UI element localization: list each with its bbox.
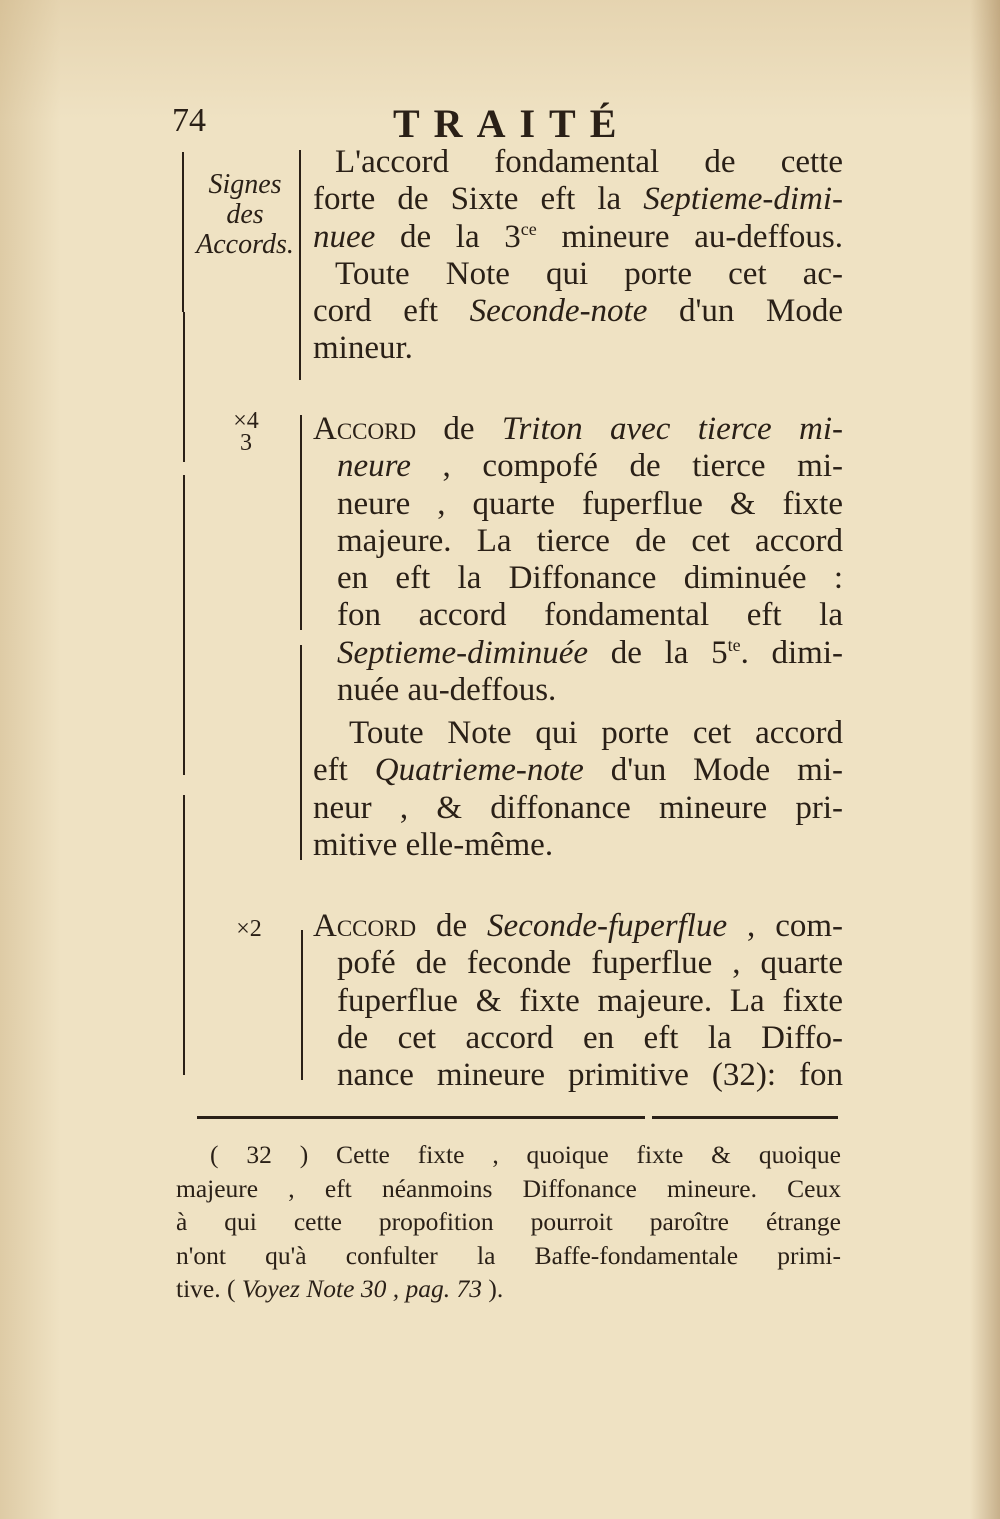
paragraph-1 xyxy=(313,144,843,368)
figured-bass-seconde: ×2 xyxy=(236,916,262,942)
margin-heading-line: Signes xyxy=(208,169,282,200)
text-line xyxy=(313,219,843,256)
italic-term: Triton avec tierce mi- xyxy=(501,411,843,447)
text-line: fuperflue & fixte majeure. La fixte xyxy=(337,982,843,1019)
text-run: de la 5 xyxy=(588,634,728,671)
column-rule xyxy=(300,415,302,630)
paragraph-seconde xyxy=(313,908,843,1094)
left-vertical-rule xyxy=(183,475,185,775)
small-caps-heading: Accord xyxy=(313,908,417,944)
text-line: Toute Note qui porte cet ac- xyxy=(335,255,843,292)
text-line xyxy=(313,181,843,218)
footnote-line: à qui cette propofition pourroit paroître étrange xyxy=(176,1207,841,1236)
small-caps-heading: Accord xyxy=(313,411,417,447)
footnote-rule xyxy=(197,1116,645,1119)
text-line: Toute Note qui porte cet accord xyxy=(349,715,843,751)
text-run: , com- xyxy=(727,908,843,944)
text-run: ). xyxy=(481,1274,504,1303)
text-run: eft xyxy=(313,752,375,789)
text-line xyxy=(313,635,843,672)
margin-heading-line: Accords. xyxy=(196,229,294,260)
italic-term: Septieme-diminuée xyxy=(337,634,589,671)
left-vertical-rule xyxy=(183,795,185,1075)
paragraph-quatrieme xyxy=(313,715,843,864)
margin-heading-line: des xyxy=(226,199,264,230)
text-line: fon accord fondamental eft la xyxy=(337,597,843,634)
italic-term: Seconde-note xyxy=(469,293,648,330)
footnote-rule xyxy=(652,1116,838,1119)
italic-term: nuee xyxy=(313,218,376,255)
text-line: L'accord fondamental de cette xyxy=(335,144,843,180)
text-line xyxy=(313,293,843,330)
text-line xyxy=(313,448,843,485)
superscript: te xyxy=(727,634,741,655)
text-line: pofé de feconde fuperflue , quarte xyxy=(337,945,843,982)
footnote-line: ( 32 ) Cette fixte , quoique fixte & quoique xyxy=(210,1140,841,1169)
text-line xyxy=(313,752,843,789)
text-run: tive. ( xyxy=(176,1274,242,1303)
running-title: TRAITÉ xyxy=(393,101,631,146)
italic-term: Septieme-dimi- xyxy=(643,181,843,218)
footnote-line xyxy=(176,1272,841,1306)
text-run: d'un Mode xyxy=(647,293,843,330)
text-line: nance mineure primitive (32): fon xyxy=(337,1057,843,1094)
text-line: mineur. xyxy=(313,330,413,367)
italic-term: Seconde-fuperflue xyxy=(487,908,728,944)
column-rule xyxy=(301,930,303,1080)
text-line xyxy=(313,411,843,448)
text-line: neure , quarte fuperflue & fixte xyxy=(337,485,843,522)
text-line: en eft la Diffonance diminuée : xyxy=(337,560,843,597)
text-line: mitive elle-même. xyxy=(313,826,554,863)
column-rule xyxy=(300,645,302,860)
footnote-line: majeure , eft néanmoins Diffonance mineure. Ceux xyxy=(176,1173,841,1203)
figured-bass-triton xyxy=(226,410,266,454)
text-run: d'un Mode mi- xyxy=(583,752,843,789)
margin-heading xyxy=(190,170,300,260)
footnote xyxy=(176,1138,841,1306)
paragraph-triton xyxy=(313,411,843,709)
left-vertical-rule xyxy=(182,152,184,312)
page-number: 74 xyxy=(172,102,206,139)
column-rule xyxy=(299,150,301,380)
text-line xyxy=(313,908,843,945)
text-run: . dimi- xyxy=(740,634,844,671)
text-run: cord eft xyxy=(313,293,470,330)
italic-term: neure xyxy=(337,448,411,485)
italic-reference: Voyez Note 30 , pag. 73 xyxy=(241,1274,482,1303)
text-line: nuée au-deffous. xyxy=(337,672,557,709)
text-run: de la 3 xyxy=(375,218,521,255)
text-line: de cet accord en eft la Diffo- xyxy=(337,1019,843,1056)
text-line: neur , & diffonance mineure pri- xyxy=(313,789,843,826)
left-vertical-rule xyxy=(183,312,185,462)
text-run: de xyxy=(416,908,488,944)
text-line: majeure. La tierce de cet accord xyxy=(337,522,843,559)
italic-term: Quatrieme-note xyxy=(374,752,584,789)
text-run: mineure au-deffous. xyxy=(536,218,843,255)
figure-top: ×4 xyxy=(233,408,259,434)
text-run: forte de Sixte eft la xyxy=(313,181,644,218)
footnote-line: n'ont qu'à confulter la Baffe-fondamentale primi- xyxy=(176,1240,841,1270)
text-run: de xyxy=(416,411,502,447)
text-run: , compofé de tierce mi- xyxy=(410,448,843,485)
figure-bottom: 3 xyxy=(240,430,252,456)
superscript: ce xyxy=(520,218,537,239)
